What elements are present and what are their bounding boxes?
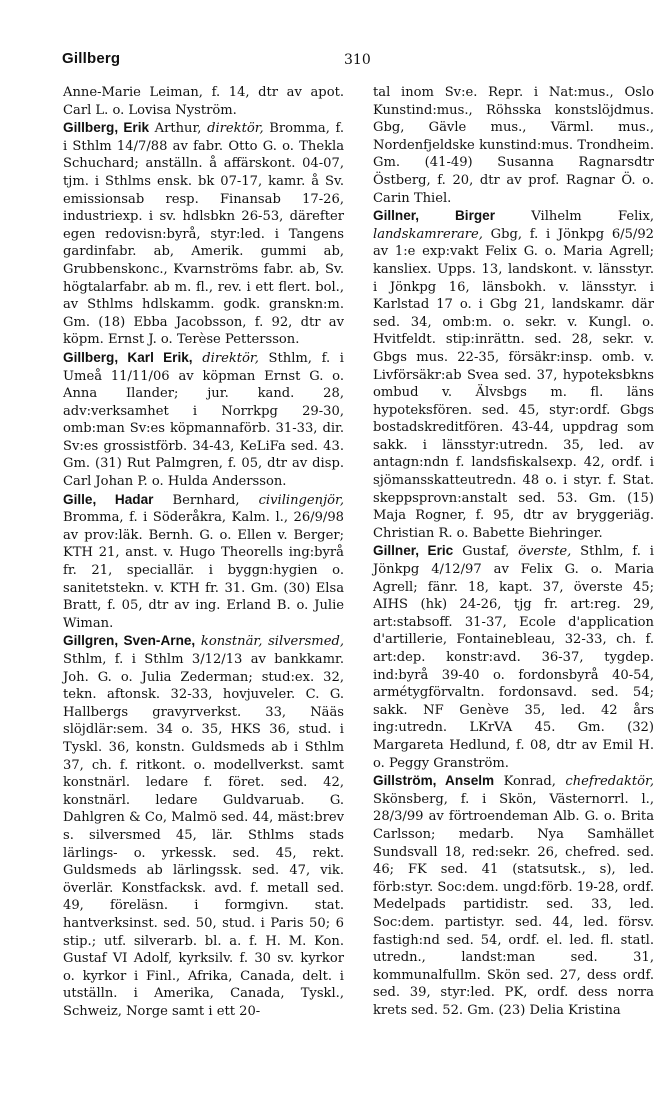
entry-title: överste, <box>518 544 572 560</box>
entry-title: landskamrerare, <box>373 226 483 242</box>
biography-entry <box>63 349 344 491</box>
entry-text: Gbg, f. i Jönkpg 6/5/92 av 1:e exp:vakt Felix G. o. Maria Agrell; kansliex. Upps. 13, landskont. v. länsstyr. i Jönkpg 16, länsbokh. v. länsstyr. i Karlstad 17 o. i Gbg 21, landskamr. där sed. 34, omb:m. o. sekr. v. Kungl. o. Hvitfeldt. stip:inrättn. sed. 28, sekr. v. Gbgs mus. 22-35, försäkr:insp. omb. v. Livförsäkr:ab Svea sed. 37, hypoteksbkns ombud v. Älvsbgs m. fl. läns hypoteksfören. sed. 45, styr:ordf. Gbgs bostadskreditfören. 43-44, uppdrag som sakk. i länsstyr:utredn. 35, led. av antagn:ndn f. landsfiskalsexp. 42, ordf. i sjömansskatteutredn. 48 o. i styr. f. Stat. skeppsprovn:anstalt sed. 53. Gm. (15) Maja Rogner, f. 95, dtr av bryggeriäg. Christian R. o. Babette Biehringer. <box>373 226 654 541</box>
entry-given-names <box>193 351 203 366</box>
right-column <box>373 84 654 1019</box>
entry-text: Bromma, f. i Sthlm 14/7/88 av fabr. Otto G. o. Thekla Schuchard; anställn. å affärskont. 04-07, tjm. i Sthlms ensk. bk 07-17, kamr. å Sv. emissionsab resp. Finansab 17-26, industriexp. i sv. hdlsbkn 26-53, därefter egen redovisn:byrå, styr:led. i Tangens gardinfabr. ab, Amerik. gummi ab, Grubbenskonc., Kvarnströms fabr. ab, Sv. högtalarfabr. ab m. fl., rev. i ett flert. bol., av Sthlms hdlskamm. godk. granskn:m. Gm. (18) Ebba Jacobsson, f. 92, dtr av köpm. Ernst J. o. Terèse Pettersson. <box>63 121 344 348</box>
left-column <box>63 84 344 1020</box>
entry-name: Gillström, Anselm <box>373 773 495 789</box>
entry-name: Gillner, Birger <box>373 208 496 224</box>
entry-text: Bromma, f. i Söderåkra, Kalm. l., 26/9/98 av prov:läk. Bernh. G. o. Ellen v. Berger; KTH 21, anst. v. Hugo Theorells ing:byrå fr. 21, speciallär. i byggn:hygien o. sanitetstekn. v. KTH fr. 31. Gm. (30) Elsa Bratt, f. 05, dtr av ing. Erland B. o. Julie Wiman. <box>63 510 344 631</box>
entry-title: civilingenjör, <box>258 492 344 508</box>
entry-given-names: Arthur, <box>149 121 208 137</box>
entry-name: Gillner, Eric <box>373 543 454 559</box>
entry-title: chefredaktör, <box>565 774 655 790</box>
entry-text: Skönsberg, f. i Skön, Västernorrl. l., 28/3/99 av förtroendeman Alb. G. o. Brita Carlsson; medarb. Nya Samhället Sundsvall 18, red:sekr. 26, chefred. sed. 46; FK sed. 41 (statsutsk., s), led. förb:styr. Soc:dem. ungd:förb. 19-28, ordf. Medelpads partidistr. sed. 33, led. Soc:dem. partistyr. sed. 44, led. försv. fastigh:nd sed. 54, ordf. el. led. fl. statl. utredn., landst:man sed. 31, kommunalfullm. Skön sed. 27, dess ordf. sed. 39, styr:led. PK, ordf. dess norra krets sed. 52. Gm. (23) Delia Kristina <box>373 791 654 1018</box>
entry-name: Gillberg, Erik <box>63 120 150 136</box>
continuation-text <box>373 84 654 207</box>
entry-given-names: Vilhelm Felix, <box>495 209 654 225</box>
entry-name: Gille, Hadar <box>63 491 154 507</box>
entry-name: Gillgren, Sven-Arne, <box>63 633 196 649</box>
biography-entry <box>63 632 344 1020</box>
entry-text: Anne-Marie Leiman, f. 14, dtr av apot. Carl L. o. Lovisa Nyström. <box>63 85 344 118</box>
biography-entry <box>63 491 344 633</box>
biography-entry <box>373 772 654 1019</box>
entry-given-names: Gustaf, <box>453 544 519 560</box>
continuation-text <box>63 84 344 119</box>
biography-entry <box>373 207 654 542</box>
entry-given-names: Bernhard, <box>153 492 259 508</box>
entry-text: Sthlm, f. i Umeå 11/11/06 av köpman Ernst G. o. Anna Ilander; jur. kand. 28, adv:verksamhet i Norrkpg 29-30, omb:man Sv:es köpmannaförb. 31-33, dir. Sv:es grossistförb. 34-43, KeLiFa sed. 43. Gm. (31) Rut Palmgren, f. 05, dtr av disp. Carl Johan P. o. Hulda Andersson. <box>63 350 344 490</box>
entry-name: Gillberg, Karl Erik, <box>63 349 193 365</box>
running-head: Gillberg <box>62 50 121 67</box>
entry-title: direktör, <box>202 350 259 366</box>
biography-entry <box>63 119 344 349</box>
entry-given-names: Konrad, <box>494 774 566 790</box>
entry-title: direktör, <box>207 121 264 137</box>
biography-entry <box>373 542 654 772</box>
entry-title: konstnär, silversmed, <box>200 634 344 650</box>
entry-text: Sthlm, f. i Sthlm 3/12/13 av bankkamr. Joh. G. o. Julia Zederman; stud:ex. 32, tekn. aftonsk. 32-33, hovjuveler. C. G. Hallbergs gravyrverkst. 33, Nääs slöjdlär:sem. 34 o. 35, HKS 36, stud. i Tyskl. 36, konstn. Guldsmeds ab i Sthlm 37, ch. f. ritkont. o. modellverkst. samt konstnärl. ledare f. föret. sed. 42, konstnärl. ledare Guldvaruab. G. Dahlgren & Co, Malmö sed. 44, mäst:brev s. silversmed 45, lär. Sthlms stads lärlings- o. yrkessk. sed. 45, rekt. Guldsmeds ab lärlingssk. sed. 47, vik. överlär. Konstfacksk. avd. f. metall sed. 49, föreläsn. i formgivn. stat. hantverksinst. sed. 50, stud. i Paris 50; 6 stip.; utf. silverarb. bl. a. f. H. M. Kon. Gustaf VI Adolf, kyrksilv. f. 30 sv. kyrkor o. kyrkor i Finl., Afrika, Canada, delt. i utställn. i Amerika, Canada, Tyskl., Schweiz, Norge samt i ett 20- <box>63 652 344 1019</box>
page-number: 310 <box>344 52 371 68</box>
entry-text: tal inom Sv:e. Repr. i Nat:mus., Oslo Kunstind:mus., Röhsska konstslöjdmus. Gbg, Gävle mus., Värml. mus., Nordenfjeldske kunstind:mus. Trondheim. Gm. (41-49) Susanna Ragnarsdtr Östberg, f. 20, dtr av prof. Ragnar Ö. o. Carin Thiel. <box>373 85 654 206</box>
entry-text: Sthlm, f. i Jönkpg 4/12/97 av Felix G. o. Maria Agrell; fänr. 18, kapt. 37, överste 45; AIHS (hk) 24-26, tjg fr. art:reg. 29, art:stabsoff. 31-37, Ecole d'application d'artillerie, Fontainebleau, 32-33, ch. f. art:dep. konstr:avd. 36-37, tygdep. ind:byrå 39-40 o. fordonsbyrå 40-54, armétygförvaltn. fordonsavd. sed. 54; sakk. NF Genève 35, led. 42 års ing:utredn. LKrVA 45. Gm. (32) Margareta Hedlund, f. 08, dtr av Emil H. o. Peggy Granström. <box>373 544 654 771</box>
page-header <box>62 50 662 74</box>
